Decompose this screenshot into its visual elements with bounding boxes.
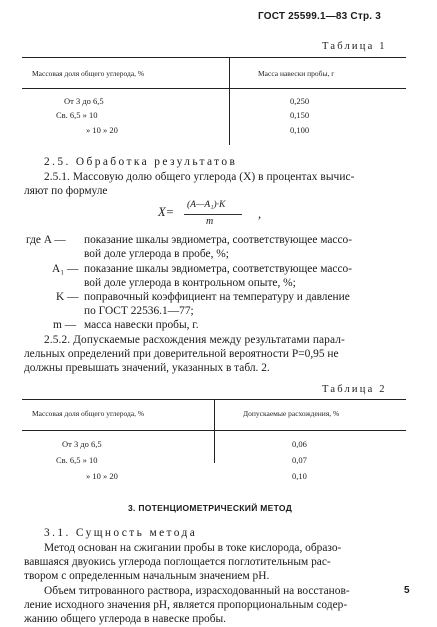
table1-col1-header: Массовая доля общего углерода, % (32, 69, 145, 78)
table2-caption: Таблица 2 (322, 384, 387, 395)
paragraph-3-1-line-1: Метод основан на сжигании пробы в токе кислорода, образо- (44, 542, 342, 554)
formula-fraction-bar (184, 214, 242, 215)
section-2-5-heading: 2.5. Обработка результатов (44, 156, 238, 168)
definition-a1-term: A₁ — (52, 263, 79, 275)
definition-k-line-2: по ГОСТ 22536.1—77; (84, 305, 194, 317)
table2-col1-header: Массовая доля общего углерода, % (32, 409, 145, 418)
paragraph-3-2-line-1: Объем титрованного раствора, израсходованный на восстанов- (44, 585, 350, 597)
section-3-title: 3. ПОТЕНЦИОМЕТРИЧЕСКИЙ МЕТОД (128, 503, 293, 513)
table1-column-divider (229, 57, 230, 145)
table1-header-rule (22, 88, 406, 89)
paragraph-3-1-line-2: вавшаяся двуокись углерода поглощается поглотительным рас- (24, 556, 331, 568)
table1-row-2-range: Св. 6,5 » 10 (56, 110, 98, 120)
table1-row-3-range: » 10 » 20 (86, 125, 118, 135)
definition-a1-line-2: вой доле углерода в контрольном опыте, %; (84, 277, 296, 289)
definition-k-line-1: поправочный коэффициент на температуру и давление (84, 291, 350, 303)
formula-numerator: (A—A₁)·K (187, 200, 226, 210)
definition-a-term: где A — (26, 234, 66, 246)
table2-row-3-range: » 10 » 20 (86, 471, 118, 481)
formula-comma: , (258, 207, 262, 221)
paragraph-3-1-line-3: твором с определенным начальным значением pH. (24, 570, 270, 582)
paragraph-3-2-line-2: ление исходного значения pH, является пропорциональным содер- (24, 599, 348, 611)
table2-header-rule (22, 430, 406, 431)
definition-m-term: m — (53, 319, 77, 331)
paragraph-2-5-2-line-3: должны превышать значений, указанных в табл. 2. (24, 362, 270, 374)
table1-row-3-value: 0,100 (290, 125, 310, 135)
table2-col2-header: Допускаемые расхождения, % (243, 409, 340, 418)
page-number: 5 (404, 585, 410, 596)
table2-column-divider (214, 399, 215, 463)
section-3-1-heading: 3.1. Сущность метода (44, 527, 198, 539)
table1-row-1-range: От 3 до 6,5 (64, 96, 104, 106)
page-header: ГОСТ 25599.1—83 Стр. 3 (258, 11, 381, 22)
table1-row-1-value: 0,250 (290, 96, 310, 106)
formula-denominator: m (206, 216, 214, 227)
paragraph-2-5-1-line-1: 2.5.1. Массовую долю общего углерода (X) в процентах вычис- (44, 171, 355, 183)
table2-row-2-range: Св. 6,5 » 10 (56, 455, 98, 465)
formula-lhs: X= (158, 205, 175, 219)
table2-row-1-value: 0,06 (292, 439, 307, 449)
table1-row-2-value: 0,150 (290, 110, 310, 120)
definition-a-line-2: вой доле углерода в пробе, %; (84, 248, 229, 260)
table1-top-rule (22, 57, 406, 58)
paragraph-2-5-1-line-2: ляют по формуле (24, 185, 108, 197)
definition-m-line-1: масса навески пробы, г. (84, 319, 199, 331)
paragraph-3-2-line-3: жанию общего углерода в навеске пробы. (24, 613, 227, 625)
table2-row-1-range: От 3 до 6,5 (62, 439, 102, 449)
definition-a1-line-1: показание шкалы эвдиометра, соответствующее массо- (84, 263, 353, 275)
paragraph-2-5-2-line-2: лельных определений при доверительной вероятности P=0,95 не (24, 348, 339, 360)
definition-a-line-1: показание шкалы эвдиометра, соответствующее массо- (84, 234, 353, 246)
table1-col2-header: Масса навески пробы, г (258, 69, 335, 78)
table2-row-3-value: 0,10 (292, 471, 307, 481)
table2-row-2-value: 0,07 (292, 455, 307, 465)
paragraph-2-5-2-line-1: 2.5.2. Допускаемые расхождения между результатами парал- (44, 334, 345, 346)
table1-caption: Таблица 1 (322, 41, 387, 52)
definition-k-term: K — (56, 291, 79, 303)
